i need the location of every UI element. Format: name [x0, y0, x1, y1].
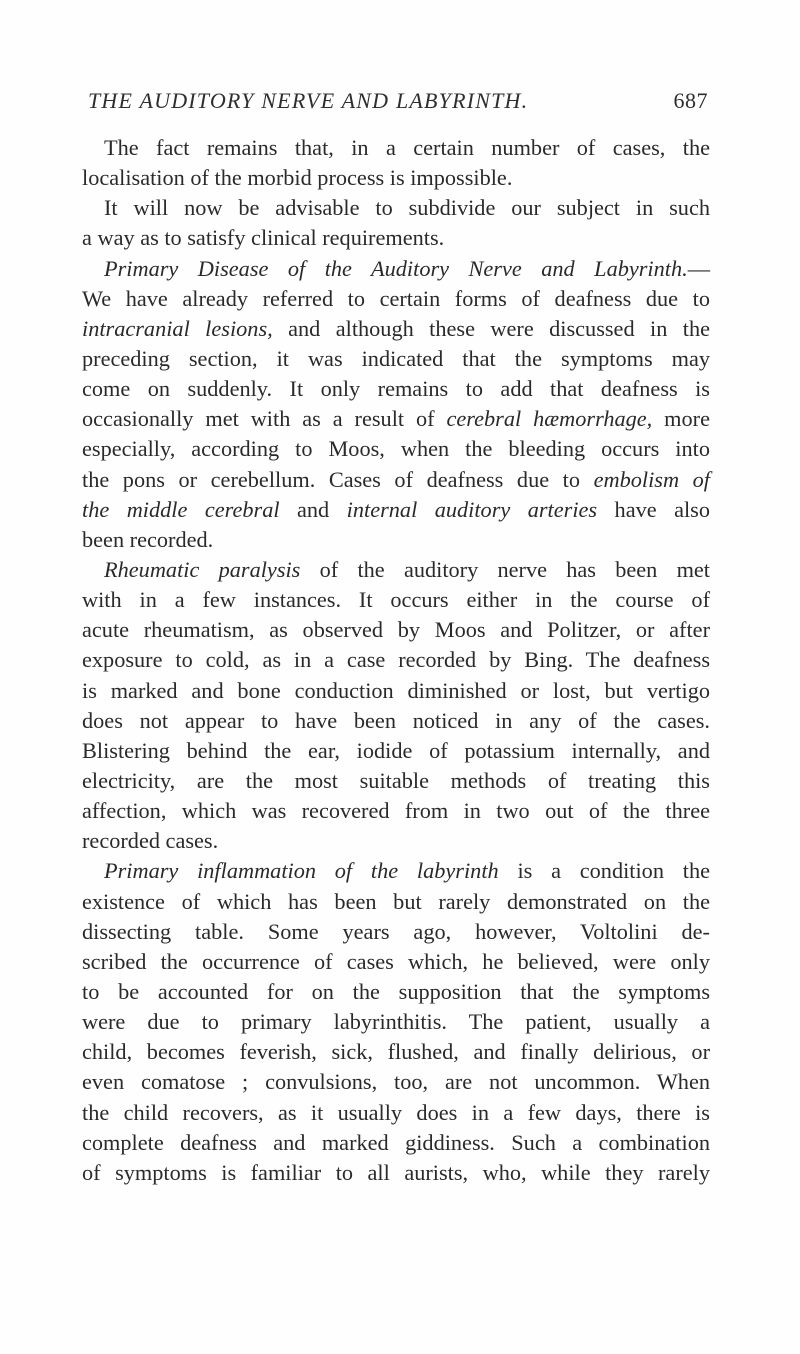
text-segment: complete deafness and marked giddiness. Such a combination: [82, 1129, 710, 1155]
text-segment: to be accounted for on the supposition that the symptoms: [82, 978, 710, 1004]
text-segment: the child recovers, as it usually does in a few days, there is: [82, 1099, 710, 1125]
text-line: [82, 465, 710, 495]
text-line: [82, 706, 710, 736]
text-segment: a way as to satisfy clinical requirements.: [82, 225, 445, 251]
text-line: [82, 585, 710, 615]
text-line: [82, 374, 710, 404]
text-segment: the pons or cerebellum. Cases of deafness due to: [82, 466, 594, 492]
text-line: [82, 1158, 710, 1188]
text-segment: have also: [597, 496, 711, 522]
text-segment: were due to primary labyrinthitis. The patient, usually a: [82, 1009, 710, 1035]
italic-text: internal auditory arteries: [346, 496, 598, 522]
text-segment: existence of which has been but rarely demonstrated on the: [82, 888, 710, 914]
text-line: [82, 766, 710, 796]
text-segment: more: [652, 406, 710, 432]
text-segment: especially, according to Moos, when the bleeding occurs into: [82, 436, 710, 462]
text-line: [82, 645, 710, 675]
text-line: [82, 826, 710, 856]
text-line: [82, 314, 710, 344]
text-segment: come on suddenly. It only remains to add that deafness is: [82, 376, 710, 402]
text-line: [82, 495, 710, 525]
text-line: [82, 133, 710, 163]
text-segment: dissecting table. Some years ago, however, Voltolini de-: [82, 918, 710, 944]
text-line: [82, 947, 710, 977]
text-segment: acute rheumatism, as observed by Moos and Politzer, or after: [82, 617, 710, 643]
running-title: THE AUDITORY NERVE AND LABYRINTH.: [88, 88, 529, 113]
text-line: [82, 676, 710, 706]
text-segment: Blistering behind the ear, iodide of potassium internally, and: [82, 737, 710, 763]
text-line: [82, 193, 710, 223]
text-line: [82, 284, 710, 314]
text-line: [82, 404, 710, 434]
italic-text: intracranial lesions,: [82, 315, 273, 341]
body-text: [82, 133, 710, 1188]
text-segment: and: [279, 496, 347, 522]
text-segment: is a condition the: [498, 858, 710, 884]
text-segment: is marked and bone conduction diminished or lost, but vertigo: [82, 677, 710, 703]
text-line: [82, 344, 710, 374]
text-segment: We have already referred to certain forms of deafness due to: [82, 285, 710, 311]
italic-text: Primary Disease of the Auditory Nerve and Labyrinth.: [104, 255, 688, 281]
text-segment: even comatose ; convulsions, too, are not uncommon. When: [82, 1069, 710, 1095]
text-segment: with in a few instances. It occurs either in the course of: [82, 587, 710, 613]
text-segment: affection, which was recovered from in two out of the three: [82, 798, 710, 824]
text-segment: scribed the occurrence of cases which, he believed, were only: [82, 948, 710, 974]
text-line: [82, 1037, 710, 1067]
text-segment: electricity, are the most suitable methods of treating this: [82, 767, 710, 793]
text-segment: It will now be advisable to subdivide our subject in such: [104, 195, 710, 221]
text-segment: been recorded.: [82, 526, 214, 552]
text-segment: exposure to cold, as in a case recorded by Bing. The deafness: [82, 647, 710, 673]
text-segment: localisation of the morbid process is impossible.: [82, 165, 513, 191]
text-line: [82, 1067, 710, 1097]
text-line: [82, 555, 710, 585]
text-line: [82, 736, 710, 766]
text-segment: occasionally met with as a result of: [82, 406, 447, 432]
italic-text: Rheumatic paralysis: [104, 556, 301, 582]
text-segment: —: [687, 255, 710, 281]
text-segment: of symptoms is familiar to all aurists, who, while they rarely: [82, 1159, 710, 1185]
italic-text: Primary inflammation of the labyrinth: [104, 858, 499, 884]
text-line: [82, 615, 710, 645]
italic-text: the middle cerebral: [82, 496, 280, 522]
text-segment: does not appear to have been noticed in any of the cases.: [82, 707, 710, 733]
text-line: [82, 917, 710, 947]
text-line: [82, 977, 710, 1007]
text-line: [82, 1007, 710, 1037]
text-line: [82, 525, 710, 555]
text-line: [82, 163, 710, 193]
italic-text: cerebral hæmorrhage,: [446, 406, 653, 432]
text-line: [82, 254, 710, 284]
text-line: [82, 1098, 710, 1128]
text-segment: The fact remains that, in a certain number of cases, the: [104, 135, 710, 160]
text-segment: recorded cases.: [82, 828, 219, 854]
text-line: [82, 1128, 710, 1158]
text-line: [82, 887, 710, 917]
text-line: [82, 796, 710, 826]
text-segment: child, becomes feverish, sick, flushed, and finally delirious, or: [82, 1039, 710, 1065]
page-number: 687: [673, 88, 708, 113]
text-line: [82, 434, 710, 464]
text-segment: of the auditory nerve has been met: [300, 556, 711, 582]
italic-text: embolism of: [593, 466, 710, 492]
text-segment: and although these were discussed in the: [272, 315, 711, 341]
text-line: [82, 223, 710, 253]
text-line: [82, 856, 710, 886]
running-head: [88, 88, 708, 118]
text-segment: preceding section, it was indicated that the symptoms may: [82, 345, 710, 371]
